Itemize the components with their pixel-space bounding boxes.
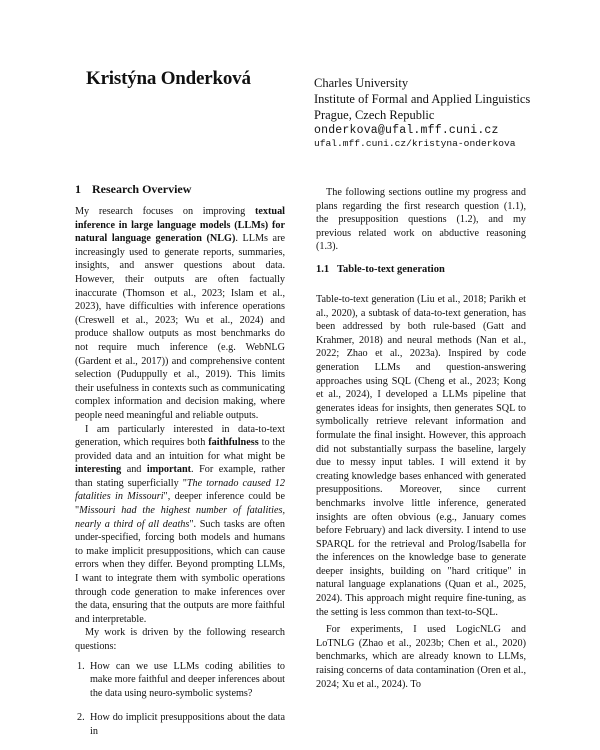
research-question-item: 2. How do implicit presuppositions about the data in [77, 712, 285, 737]
author-name: Kristýna Onderková [86, 68, 251, 89]
section-title: Research Overview [92, 182, 192, 196]
right-column-intro [316, 186, 526, 254]
research-questions-list [75, 660, 285, 739]
right-column-body [316, 293, 526, 691]
affiliation-university: Charles University [314, 76, 409, 90]
paragraph-sections-outline: The following sections outline my progress and plans regarding the first research question (1.1), the presupposition questions (1.2), and my previous related work on abductive reasoning (1.3). [316, 187, 526, 253]
section-heading [75, 182, 191, 197]
affiliation-institute: Institute of Formal and Applied Linguistics [314, 92, 531, 106]
left-column [75, 205, 285, 750]
affiliation-location: Prague, Czech Republic [314, 108, 435, 122]
subsection-heading [316, 264, 445, 275]
author-email-link[interactable]: onderkova@ufal.mff.cuni.cz [314, 124, 499, 137]
section-number: 1 [75, 182, 81, 196]
paragraph-research-questions-intro: My work is driven by the following research questions: [75, 627, 285, 652]
paragraph-experiments: For experiments, I used LogicNLG and LoTNLG (Zhao et al., 2023b; Chen et al., 2020) benchmarks, which are already known to LLMs, raising concerns of data contamination (Oren et al., 2024; Xu et al., 2024). To [316, 624, 526, 690]
author-webpage-link[interactable]: ufal.mff.cuni.cz/kristyna-onderkova [314, 138, 516, 149]
paragraph-table-to-text: Table-to-text generation (Liu et al., 2018; Parikh et al., 2020), a subtask of data-to-text generation, has been addressed by both rule-based (Gatt and Krahmer, 2018) and neural methods (Nan et al., 2022; Zhao et al., 2023a). Inspired by code generation LLMs and question-answering approaches using SQL (Cheng et al., 2023; Kong et al., 2024), I developed a LLMs pipeline that generates ideas for insights, then generates SQL to symbolically retrieve relevant information and formulate the final insight. However, this approach did not substantially surpass the baseline, largely due to messy input tables. I will extend it by creating knowledge bases enhanced with generated presuppositions. Moreover, since current benchmarks involve little inference, generated insights are often obvious (e.g., January comes before February) and lack diversity. I intend to use SPARQL for the retrieval and Prolog/Isabella for the inferences on the knowledge base to generate deeper insights, building on "hard critique" in natural language explanations (Quan et al., 2025, 2024). This approach might require fine-tuning, as the setting is less common than text-to-SQL. [316, 294, 526, 618]
paragraph-research-focus: My research focuses on improving textual inference in large language models (LLMs) for natural language generation (NLG). LLMs are increasingly used to generate reports, summaries, insights, and answer questions about data. However, their outputs are often factually inaccurate (Thomson et al., 2023; Islam et al., 2023), have difficulties with inference operations (Creswell et al., 2023; Wu et al., 2024) and produce shallow outputs as most benchmarks do not require much inference (e.g. WebNLG (Gardent et al., 2017)) and comprehensive content selection (Puduppully et al., 2019). This limits their usefulness in contexts such as communicating complex information and decision making, where people need meaningful and reliable outputs. [75, 206, 285, 421]
research-question-item: 1. How can we use LLMs coding abilities to make more faithful and deeper inferences about the data using neuro-symbolic systems? [77, 660, 285, 699]
paragraph-data-to-text: I am particularly interested in data-to-text generation, which requires both faithfulness to the provided data and an intuition for what might be interesting and important. For example, rather than stating superficially "The tornado caused 12 fatalities in Missouri", deeper inference could be "Missouri had the highest number of fatalities, nearly a third of all deaths". Such tasks are often under-specified, forcing both models and humans to make implicit presuppositions, which can cause errors when they differ. Beyond prompting LLMs, I want to integrate them with symbolic operations through code generation to make inferences over the data, ensuring that the outputs are more faithful and interpretable. [75, 423, 285, 625]
subsection-number: 1.1 [316, 264, 330, 275]
subsection-title: Table-to-text generation [337, 264, 445, 275]
affiliation-block [314, 75, 530, 123]
